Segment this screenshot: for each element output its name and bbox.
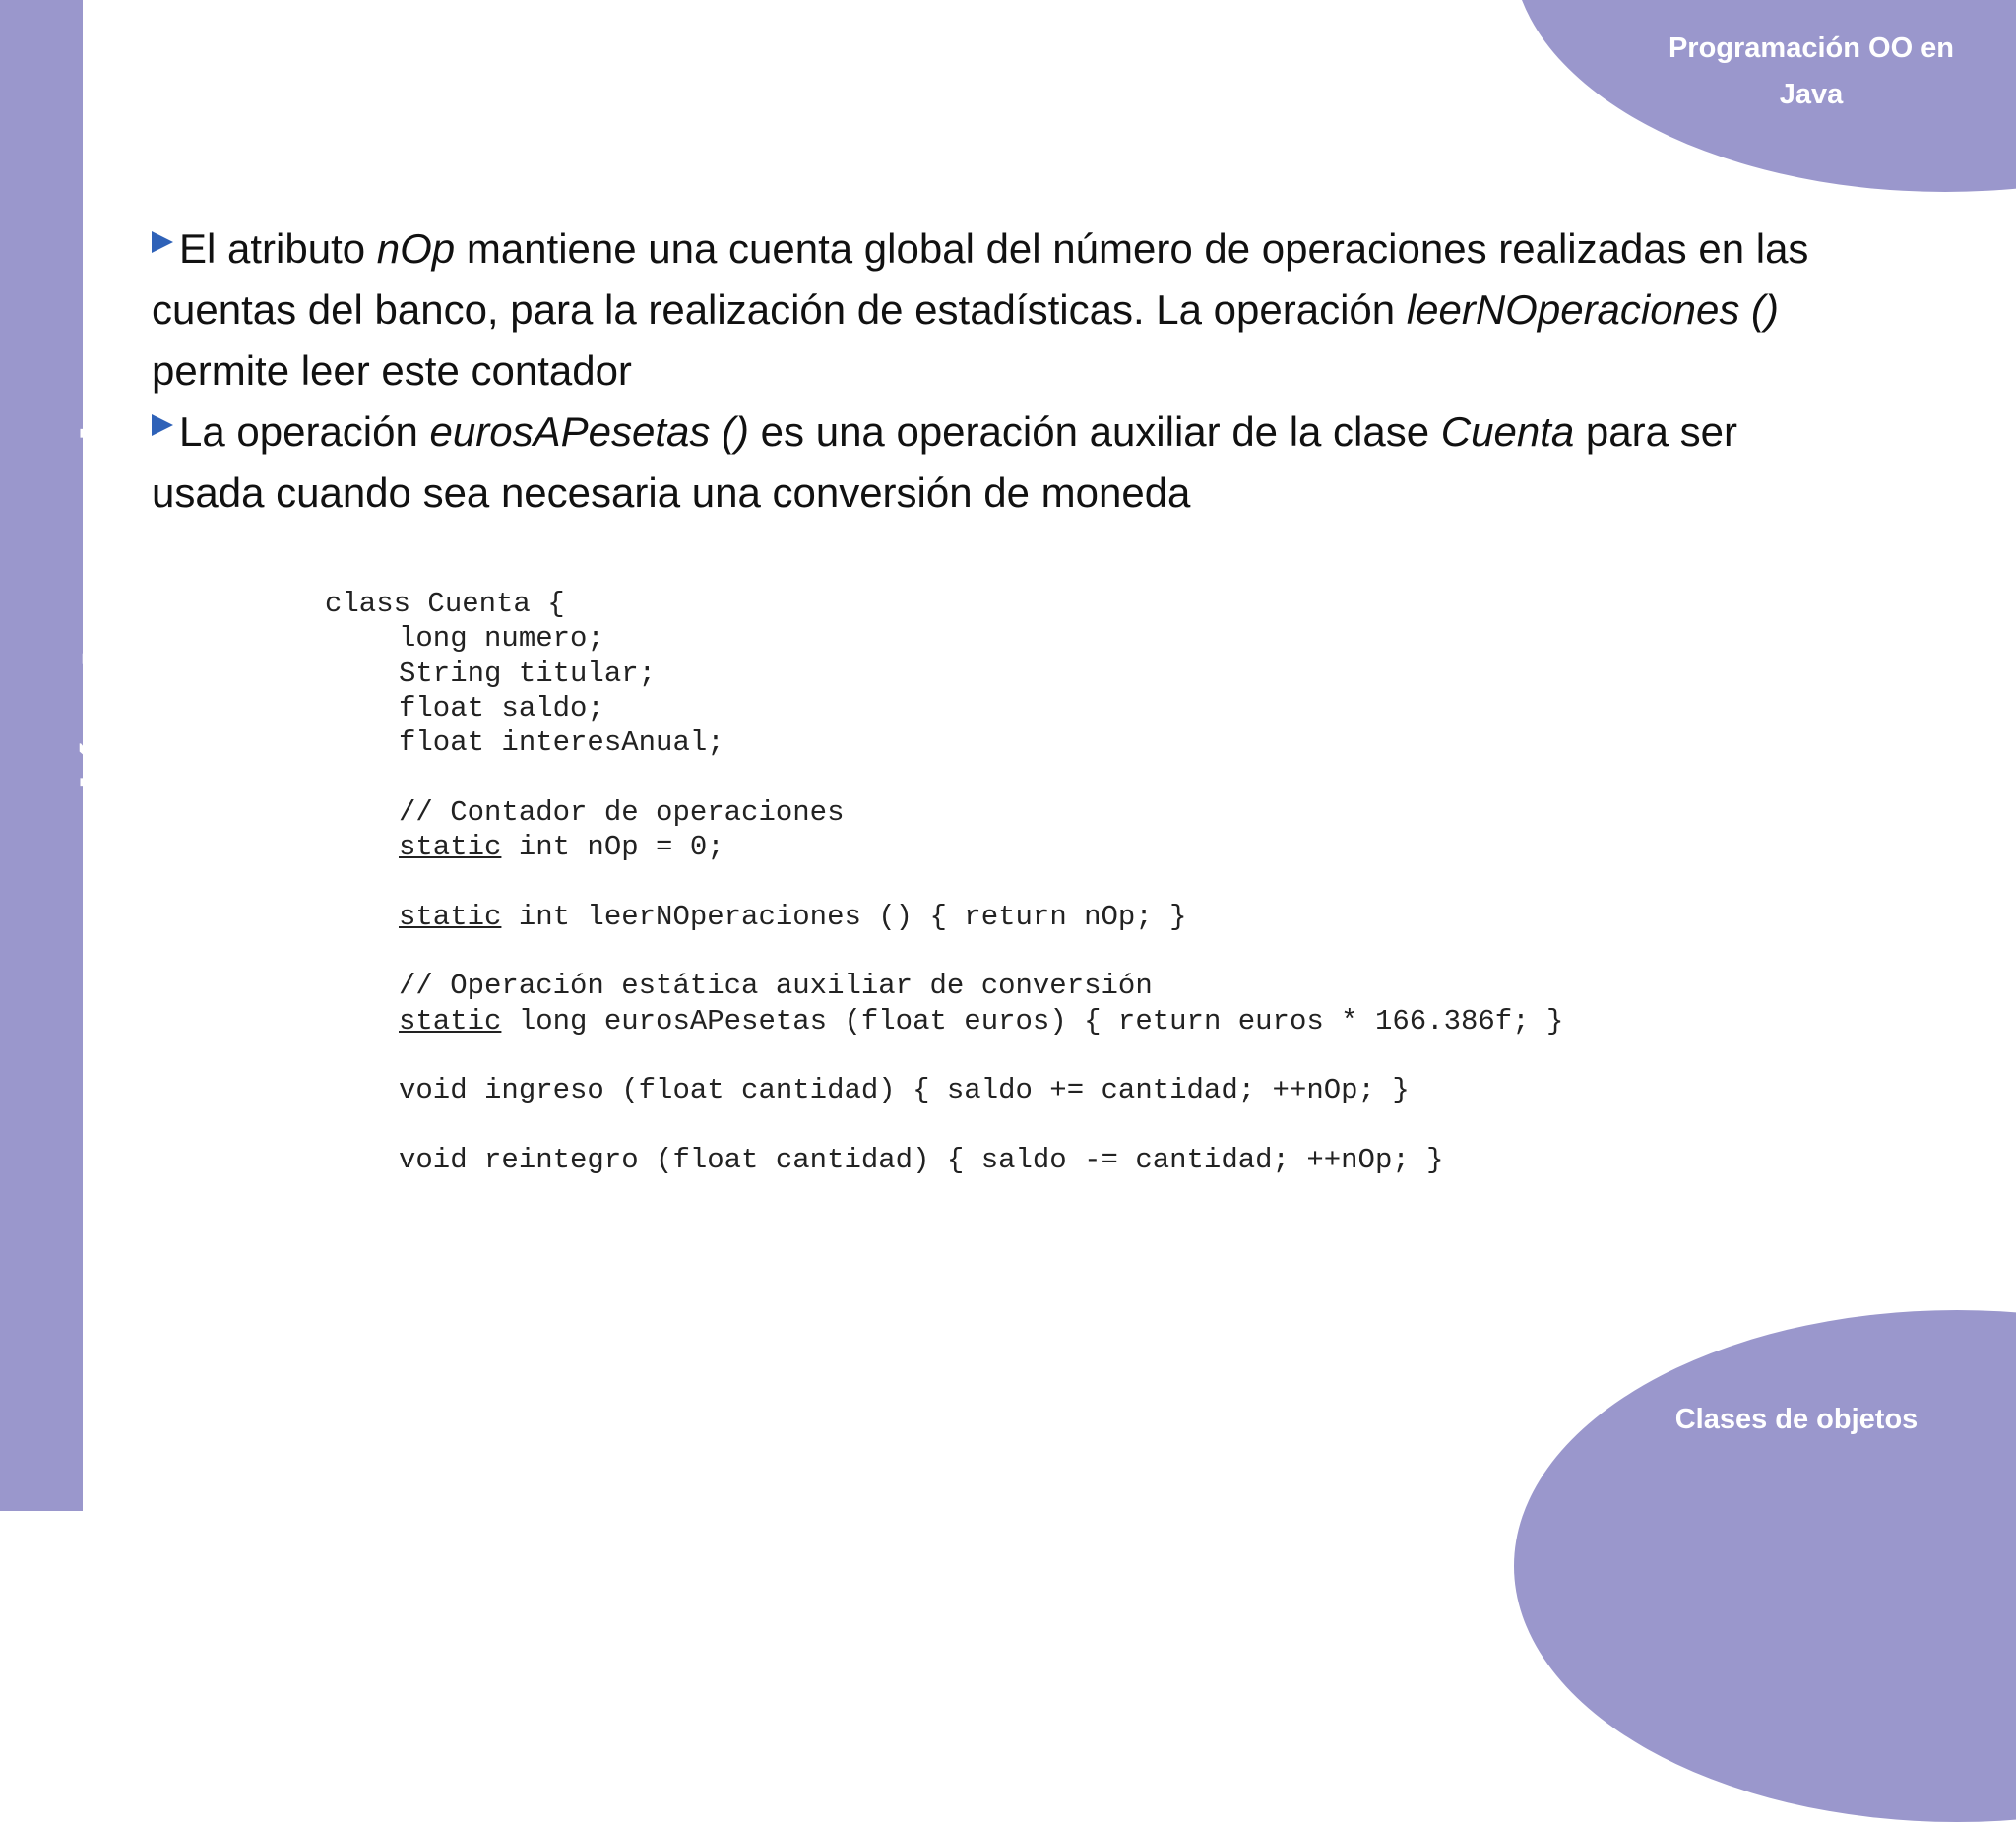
code-line: [325, 900, 1563, 934]
slide-body: [152, 219, 1845, 524]
code-text: int leerNOperaciones () { return nOp; }: [501, 900, 1187, 933]
code-line: [325, 657, 1563, 691]
code-comment: // Operación estática auxiliar de conversión: [399, 970, 1153, 1003]
code-line: [325, 1143, 1563, 1177]
code-line: class Cuenta {: [325, 588, 565, 620]
static-keyword: static: [399, 1004, 502, 1037]
code-text: float interesAnual;: [399, 726, 724, 760]
code-line: [325, 691, 1563, 725]
text-run: El atributo: [179, 225, 377, 272]
code-listing: [325, 587, 1563, 1177]
static-keyword: static: [399, 831, 502, 864]
code-line: [325, 725, 1563, 760]
text-run: permite leer este contador: [152, 347, 632, 394]
code-text: void ingreso (float cantidad) { saldo += cantidad; ++nOp; }: [399, 1074, 1410, 1107]
topic-label: Clases de objetos: [1674, 1404, 1919, 1435]
text-run: mantiene una cuenta global del número de operaciones realizadas en las cuentas del banco, para la realización de estadísticas. La operación: [152, 225, 1809, 333]
bullet-arrow-icon: [152, 414, 173, 436]
code-blank-line: [325, 1038, 1563, 1073]
static-keyword: static: [399, 900, 502, 933]
bullet-paragraph: [152, 219, 1845, 402]
code-text: long eurosAPesetas (float euros) { return euros * 166.386f; }: [501, 1004, 1564, 1037]
code-line: [325, 795, 1563, 830]
code-blank-line: [325, 1107, 1563, 1142]
code-line: [325, 969, 1563, 1003]
course-title-line2: Java: [1779, 79, 1844, 110]
code-text: void reintegro (float cantidad) { saldo -= cantidad; ++nOp; }: [399, 1143, 1444, 1176]
code-blank-line: [325, 864, 1563, 899]
code-line: [325, 1073, 1563, 1107]
footer-shape: [1514, 1310, 2016, 1822]
italic-term: leerNOperaciones (): [1406, 286, 1779, 333]
text-run: La operación: [179, 408, 430, 455]
code-comment: // Contador de operaciones: [399, 795, 845, 829]
course-title-line1: Programación OO en: [1668, 32, 1955, 64]
italic-term: Cuenta: [1440, 408, 1575, 455]
code-text: int nOp = 0;: [501, 831, 724, 864]
code-text: long numero;: [399, 622, 604, 656]
text-run: para ser usada cuando sea necesaria una conversión de moneda: [152, 408, 1737, 516]
code-text: float saldo;: [399, 691, 604, 724]
code-blank-line: [325, 760, 1563, 794]
code-line: [325, 621, 1563, 656]
sidebar-title-container: [0, 0, 140, 1511]
bullet-arrow-icon: [152, 231, 173, 253]
bullet-paragraph: [152, 402, 1845, 524]
code-text: String titular;: [399, 657, 657, 690]
text-run: es una operación auxiliar de la clase: [749, 408, 1441, 455]
italic-term: eurosAPesetas (): [429, 408, 750, 455]
code-line: [325, 1004, 1563, 1038]
italic-term: nOp: [376, 225, 456, 272]
code-blank-line: [325, 934, 1563, 969]
sidebar-title: Programación Avanzada: [69, 389, 140, 1120]
code-line: [325, 830, 1563, 864]
course-title: [1634, 26, 1988, 118]
